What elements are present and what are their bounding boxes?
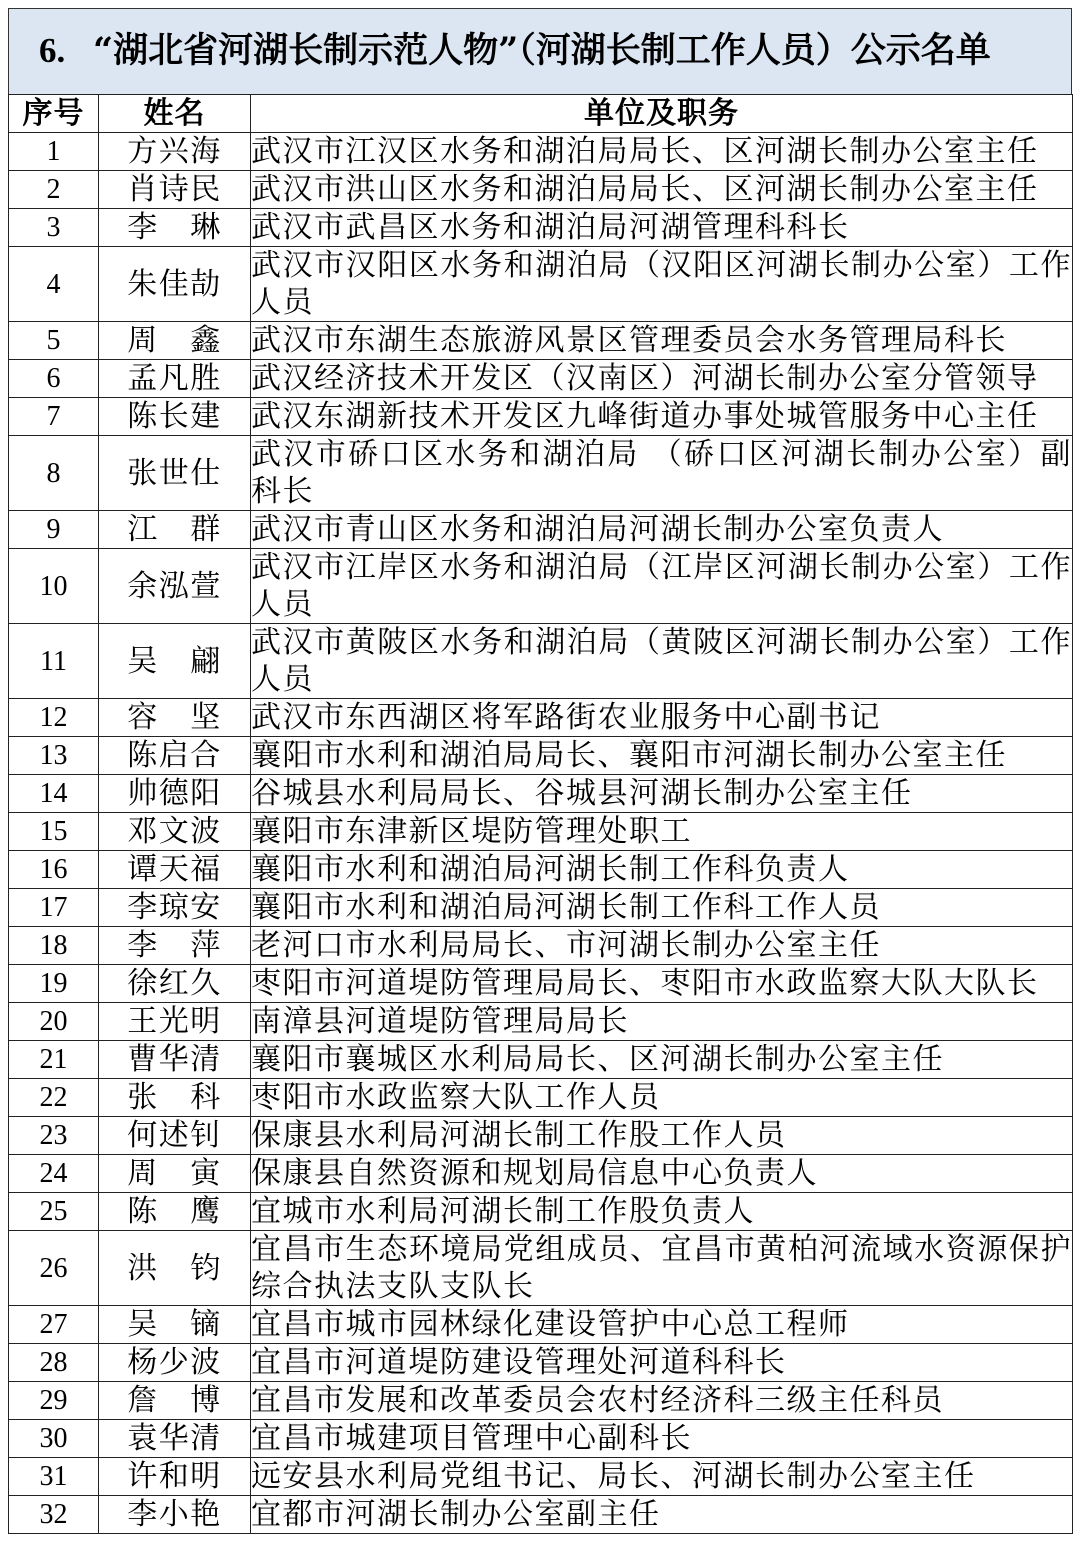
row-number-cell: 31 <box>9 1458 99 1496</box>
table-row <box>9 699 1073 737</box>
header-name: 姓名 <box>99 95 251 133</box>
person-name-cell: 李琼安 <box>99 889 251 927</box>
person-name-cell: 陈长建 <box>99 398 251 436</box>
row-number-cell: 1 <box>9 133 99 171</box>
unit-position-cell: 宜昌市发展和改革委员会农村经济科三级主任科员 <box>251 1382 1073 1420</box>
row-number-cell: 2 <box>9 171 99 209</box>
person-name-cell: 张 科 <box>99 1079 251 1117</box>
table-row <box>9 851 1073 889</box>
person-name-cell: 容 坚 <box>99 699 251 737</box>
title-number: 6. <box>39 31 66 70</box>
table-row <box>9 775 1073 813</box>
row-number-cell: 7 <box>9 398 99 436</box>
table-row <box>9 1420 1073 1458</box>
person-name-cell: 帅德阳 <box>99 775 251 813</box>
row-number-cell: 27 <box>9 1306 99 1344</box>
roster-table-body <box>9 133 1073 1534</box>
table-row <box>9 247 1073 322</box>
table-row <box>9 1041 1073 1079</box>
row-number-cell: 26 <box>9 1231 99 1306</box>
row-number-cell: 29 <box>9 1382 99 1420</box>
page-title: “湖北省河湖长制示范人物”（河湖长制工作人员）公示名单 <box>93 30 991 71</box>
unit-position-cell: 宜昌市城市园林绿化建设管护中心总工程师 <box>251 1306 1073 1344</box>
table-row <box>9 209 1073 247</box>
row-number-cell: 8 <box>9 436 99 511</box>
table-row <box>9 1117 1073 1155</box>
person-name-cell: 曹华清 <box>99 1041 251 1079</box>
person-name-cell: 吴 翩 <box>99 624 251 699</box>
row-number-cell: 14 <box>9 775 99 813</box>
person-name-cell: 袁华清 <box>99 1420 251 1458</box>
person-name-cell: 周 鑫 <box>99 322 251 360</box>
unit-position-cell: 武汉东湖新技术开发区九峰街道办事处城管服务中心主任 <box>251 398 1073 436</box>
person-name-cell: 陈启合 <box>99 737 251 775</box>
table-row <box>9 1382 1073 1420</box>
unit-position-cell: 襄阳市东津新区堤防管理处职工 <box>251 813 1073 851</box>
person-name-cell: 邓文波 <box>99 813 251 851</box>
person-name-cell: 何述钊 <box>99 1117 251 1155</box>
table-row <box>9 322 1073 360</box>
person-name-cell: 许和明 <box>99 1458 251 1496</box>
table-row <box>9 889 1073 927</box>
unit-position-cell: 枣阳市河道堤防管理局局长、枣阳市水政监察大队大队长 <box>251 965 1073 1003</box>
unit-position-cell: 宜昌市河道堤防建设管理处河道科科长 <box>251 1344 1073 1382</box>
table-row <box>9 1193 1073 1231</box>
table-row <box>9 1496 1073 1534</box>
unit-position-cell: 宜昌市城建项目管理中心副科长 <box>251 1420 1073 1458</box>
row-number-cell: 11 <box>9 624 99 699</box>
unit-position-cell: 南漳县河道堤防管理局局长 <box>251 1003 1073 1041</box>
header-unit-position: 单位及职务 <box>251 95 1073 133</box>
table-row <box>9 927 1073 965</box>
row-number-cell: 22 <box>9 1079 99 1117</box>
table-row <box>9 1155 1073 1193</box>
person-name-cell: 周 寅 <box>99 1155 251 1193</box>
person-name-cell: 吴 镝 <box>99 1306 251 1344</box>
table-row <box>9 1231 1073 1306</box>
row-number-cell: 3 <box>9 209 99 247</box>
table-row <box>9 624 1073 699</box>
person-name-cell: 余泓萱 <box>99 549 251 624</box>
unit-position-cell: 宜昌市生态环境局党组成员、宜昌市黄柏河流域水资源保护综合执法支队支队长 <box>251 1232 1072 1304</box>
row-number-cell: 13 <box>9 737 99 775</box>
row-number-cell: 10 <box>9 549 99 624</box>
unit-position-cell: 武汉市洪山区水务和湖泊局局长、区河湖长制办公室主任 <box>251 171 1073 209</box>
table-row <box>9 813 1073 851</box>
person-name-cell: 陈 鹰 <box>99 1193 251 1231</box>
unit-position-cell: 宜城市水利局河湖长制工作股负责人 <box>251 1193 1073 1231</box>
person-name-cell: 江 群 <box>99 511 251 549</box>
unit-position-cell: 武汉市青山区水务和湖泊局河湖长制办公室负责人 <box>251 511 1073 549</box>
row-number-cell: 4 <box>9 247 99 322</box>
table-row <box>9 1003 1073 1041</box>
row-number-cell: 18 <box>9 927 99 965</box>
person-name-cell: 李小艳 <box>99 1496 251 1534</box>
unit-position-cell: 远安县水利局党组书记、局长、河湖长制办公室主任 <box>251 1458 1073 1496</box>
unit-position-cell: 襄阳市水利和湖泊局局长、襄阳市河湖长制办公室主任 <box>251 737 1073 775</box>
table-row <box>9 133 1073 171</box>
unit-position-cell: 武汉经济技术开发区（汉南区）河湖长制办公室分管领导 <box>251 360 1073 398</box>
unit-position-cell: 保康县自然资源和规划局信息中心负责人 <box>251 1155 1073 1193</box>
unit-position-cell: 武汉市武昌区水务和湖泊局河湖管理科科长 <box>251 209 1073 247</box>
person-name-cell: 谭天福 <box>99 851 251 889</box>
unit-position-cell: 宜都市河湖长制办公室副主任 <box>251 1496 1073 1534</box>
unit-position-cell: 武汉市江汉区水务和湖泊局局长、区河湖长制办公室主任 <box>251 133 1073 171</box>
row-number-cell: 19 <box>9 965 99 1003</box>
title-bar <box>8 8 1072 94</box>
row-number-cell: 28 <box>9 1344 99 1382</box>
roster-sheet <box>8 8 1072 1534</box>
row-number-cell: 32 <box>9 1496 99 1534</box>
person-name-cell: 杨少波 <box>99 1344 251 1382</box>
unit-position-cell: 谷城县水利局局长、谷城县河湖长制办公室主任 <box>251 775 1073 813</box>
roster-table <box>8 94 1073 1534</box>
unit-position-cell: 武汉市黄陂区水务和湖泊局（黄陂区河湖长制办公室）工作人员 <box>251 625 1072 697</box>
row-number-cell: 30 <box>9 1420 99 1458</box>
row-number-cell: 12 <box>9 699 99 737</box>
table-row <box>9 1458 1073 1496</box>
row-number-cell: 21 <box>9 1041 99 1079</box>
unit-position-cell: 襄阳市襄城区水利局局长、区河湖长制办公室主任 <box>251 1041 1073 1079</box>
table-row <box>9 549 1073 624</box>
table-header-row <box>9 95 1073 133</box>
row-number-cell: 24 <box>9 1155 99 1193</box>
unit-position-cell: 武汉市东湖生态旅游风景区管理委员会水务管理局科长 <box>251 322 1073 360</box>
table-row <box>9 965 1073 1003</box>
person-name-cell: 王光明 <box>99 1003 251 1041</box>
person-name-cell: 肖诗民 <box>99 171 251 209</box>
unit-position-cell: 保康县水利局河湖长制工作股工作人员 <box>251 1117 1073 1155</box>
person-name-cell: 孟凡胜 <box>99 360 251 398</box>
person-name-cell: 李 琳 <box>99 209 251 247</box>
table-row <box>9 511 1073 549</box>
unit-position-cell: 武汉市江岸区水务和湖泊局（江岸区河湖长制办公室）工作人员 <box>251 550 1072 622</box>
table-row <box>9 1306 1073 1344</box>
unit-position-cell: 枣阳市水政监察大队工作人员 <box>251 1079 1073 1117</box>
unit-position-cell: 武汉市东西湖区将军路街农业服务中心副书记 <box>251 699 1073 737</box>
table-row <box>9 436 1073 511</box>
row-number-cell: 25 <box>9 1193 99 1231</box>
row-number-cell: 20 <box>9 1003 99 1041</box>
row-number-cell: 23 <box>9 1117 99 1155</box>
unit-position-cell: 襄阳市水利和湖泊局河湖长制工作科工作人员 <box>251 889 1073 927</box>
person-name-cell: 李 萍 <box>99 927 251 965</box>
header-serial-number: 序号 <box>9 95 99 133</box>
table-row <box>9 737 1073 775</box>
unit-position-cell: 襄阳市水利和湖泊局河湖长制工作科负责人 <box>251 851 1073 889</box>
row-number-cell: 16 <box>9 851 99 889</box>
table-row <box>9 398 1073 436</box>
person-name-cell: 张世仕 <box>99 436 251 511</box>
person-name-cell: 徐红久 <box>99 965 251 1003</box>
table-row <box>9 171 1073 209</box>
row-number-cell: 6 <box>9 360 99 398</box>
table-row <box>9 1079 1073 1117</box>
person-name-cell: 洪 钧 <box>99 1231 251 1306</box>
unit-position-cell: 武汉市硚口区水务和湖泊局 （硚口区河湖长制办公室）副科长 <box>251 437 1072 509</box>
table-row <box>9 1344 1073 1382</box>
table-row <box>9 360 1073 398</box>
unit-position-cell: 武汉市汉阳区水务和湖泊局（汉阳区河湖长制办公室）工作人员 <box>251 248 1072 320</box>
unit-position-cell: 老河口市水利局局长、市河湖长制办公室主任 <box>251 927 1073 965</box>
row-number-cell: 9 <box>9 511 99 549</box>
person-name-cell: 詹 博 <box>99 1382 251 1420</box>
row-number-cell: 15 <box>9 813 99 851</box>
row-number-cell: 17 <box>9 889 99 927</box>
person-name-cell: 朱佳劼 <box>99 247 251 322</box>
row-number-cell: 5 <box>9 322 99 360</box>
person-name-cell: 方兴海 <box>99 133 251 171</box>
